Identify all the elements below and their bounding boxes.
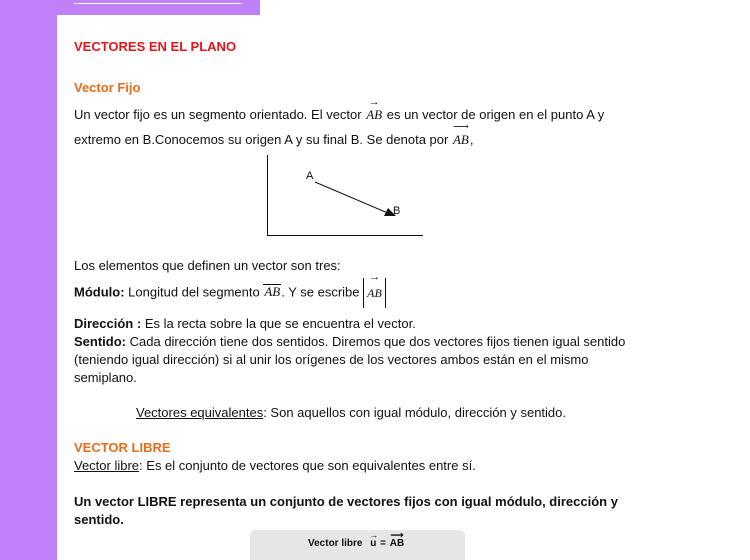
point-a-label: A <box>306 170 314 182</box>
modulo-line: Módulo: Longitud del segmento AB. Y se escribe → AB <box>74 278 386 308</box>
vector-fijo-line-1: Un vector fijo es un segmento orientado. El vector → AB es un vector de origen en el punto A y <box>74 96 605 122</box>
vector-libre-label: Vector libre <box>74 458 140 473</box>
page-title: VECTORES EN EL PLANO <box>74 39 237 54</box>
elements-intro: Los elementos que definen un vector son tres: <box>74 258 341 273</box>
equivalentes-line: Vectores equivalentes: Son aquellos con igual módulo, dirección y sentido. <box>136 405 566 420</box>
vector-libre-statement-2: sentido. <box>74 512 124 527</box>
sentido-line-3: semiplano. <box>74 370 137 385</box>
sentido-line-2: (teniendo igual dirección) si al unir los orígenes de los vectores ambos están en el mismo <box>74 352 589 367</box>
vector-line <box>315 182 390 214</box>
modulo-abs-notation: → AB <box>363 278 386 308</box>
sentido-line-1: Sentido: Cada dirección tiene dos sentidos. Diremos que dos vectores fijos tienen igual sentido <box>74 334 626 349</box>
modulo-label: Módulo: <box>74 284 125 300</box>
vector-ab-notation: → AB <box>366 96 383 122</box>
vector-fijo-line-2: extremo en B.Conocemos su origen A y su final B. Se denota por ⟶ AB, <box>74 121 474 147</box>
direccion-line: Dirección : Es la recta sobre la que se encuentra el vector. <box>74 316 416 331</box>
vector-libre-statement-1: Un vector LIBRE representa un conjunto de vectores fijos con igual módulo, dirección y <box>74 494 618 509</box>
vector-libre-definition: Vector libre: Es el conjunto de vectores que son equivalentes entre sí. <box>74 458 476 473</box>
top-rule <box>74 3 242 4</box>
segment-ab-notation: AB <box>264 284 281 300</box>
vector-libre-heading: VECTOR LIBRE <box>74 440 171 455</box>
sentido-label: Sentido: <box>74 334 126 349</box>
point-b-label: B <box>393 205 401 217</box>
direccion-label: Dirección : <box>74 316 142 331</box>
vector-ab-notation: ⟶ AB <box>452 121 469 147</box>
left-purple-band <box>0 0 57 560</box>
vector-fijo-heading: Vector Fijo <box>74 80 141 95</box>
vector-diagram <box>260 150 430 242</box>
equivalentes-label: Vectores equivalentes <box>136 405 264 420</box>
vector-libre-figure-caption: Vector libre → u = ⟶ AB <box>308 530 405 549</box>
